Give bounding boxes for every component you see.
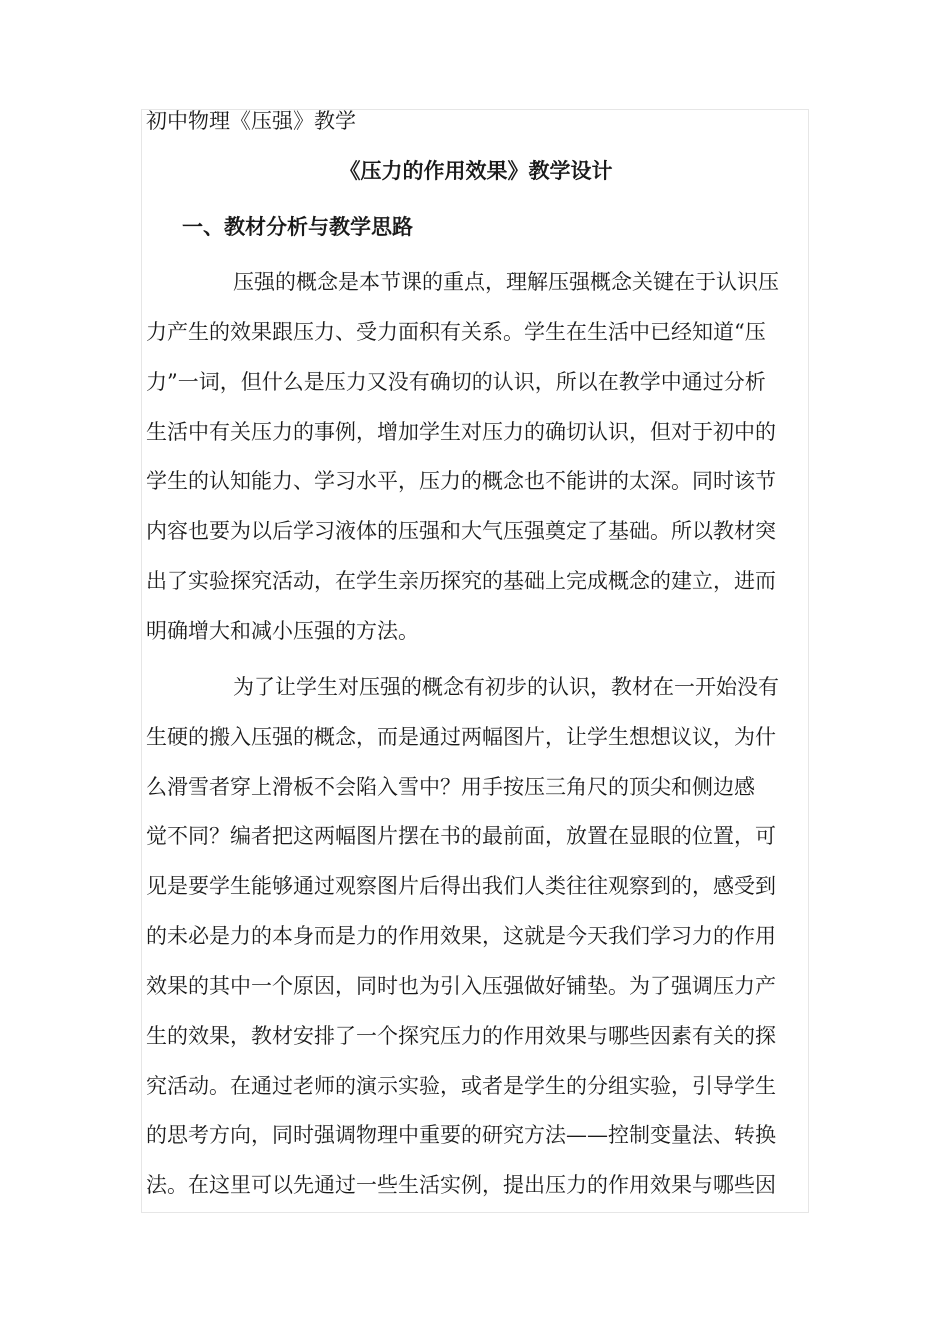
paragraph-line: 出了实验探究活动，在学生亲历探究的基础上完成概念的建立，进而 xyxy=(146,569,776,593)
section-heading: 一、教材分析与教学思路 xyxy=(182,214,413,239)
paragraph-line: 么滑雪者穿上滑板不会陷入雪中？用手按压三角尺的顶尖和侧边感 xyxy=(146,775,755,799)
paragraph-line: 的思考方向，同时强调物理中重要的研究方法——控制变量法、转换 xyxy=(146,1123,776,1147)
paragraph-line: 的未必是力的本身而是力的作用效果，这就是今天我们学习力的作用 xyxy=(146,924,776,948)
paragraph-line: 生活中有关压力的事例，增加学生对压力的确切认识，但对于初中的 xyxy=(146,420,776,444)
paragraph-line: 法。在这里可以先通过一些生活实例，提出压力的作用效果与哪些因 xyxy=(146,1173,776,1197)
paragraph-line: 效果的其中一个原因，同时也为引入压强做好铺垫。为了强调压力产 xyxy=(146,974,776,998)
paragraph-line: 为了让学生对压强的概念有初步的认识，教材在一开始没有 xyxy=(233,675,779,699)
paragraph-line: 内容也要为以后学习液体的压强和大气压强奠定了基础。所以教材突 xyxy=(146,519,776,543)
document-title: 《压力的作用效果》教学设计 xyxy=(339,158,613,183)
document-header: 初中物理《压强》教学 xyxy=(146,109,356,133)
paragraph-line: 究活动。在通过老师的演示实验，或者是学生的分组实验，引导学生 xyxy=(146,1074,776,1098)
paragraph-line: 见是要学生能够通过观察图片后得出我们人类往往观察到的，感受到 xyxy=(146,874,776,898)
paragraph-line: 生硬的搬入压强的概念，而是通过两幅图片，让学生想想议议，为什 xyxy=(146,725,776,749)
paragraph-line: 学生的认知能力、学习水平，压力的概念也不能讲的太深。同时该节 xyxy=(146,469,776,493)
paragraph-line: 生的效果，教材安排了一个探究压力的作用效果与哪些因素有关的探 xyxy=(146,1024,776,1048)
paragraph-line: 觉不同？编者把这两幅图片摆在书的最前面，放置在显眼的位置，可 xyxy=(146,824,776,848)
paragraph-line: 压强的概念是本节课的重点，理解压强概念关键在于认识压 xyxy=(233,270,779,294)
paragraph-line: 力”一词，但什么是压力又没有确切的认识，所以在教学中通过分析 xyxy=(146,370,766,394)
paragraph-line: 力产生的效果跟压力、受力面积有关系。学生在生活中已经知道“压 xyxy=(146,320,766,344)
paragraph-line: 明确增大和减小压强的方法。 xyxy=(146,619,419,643)
